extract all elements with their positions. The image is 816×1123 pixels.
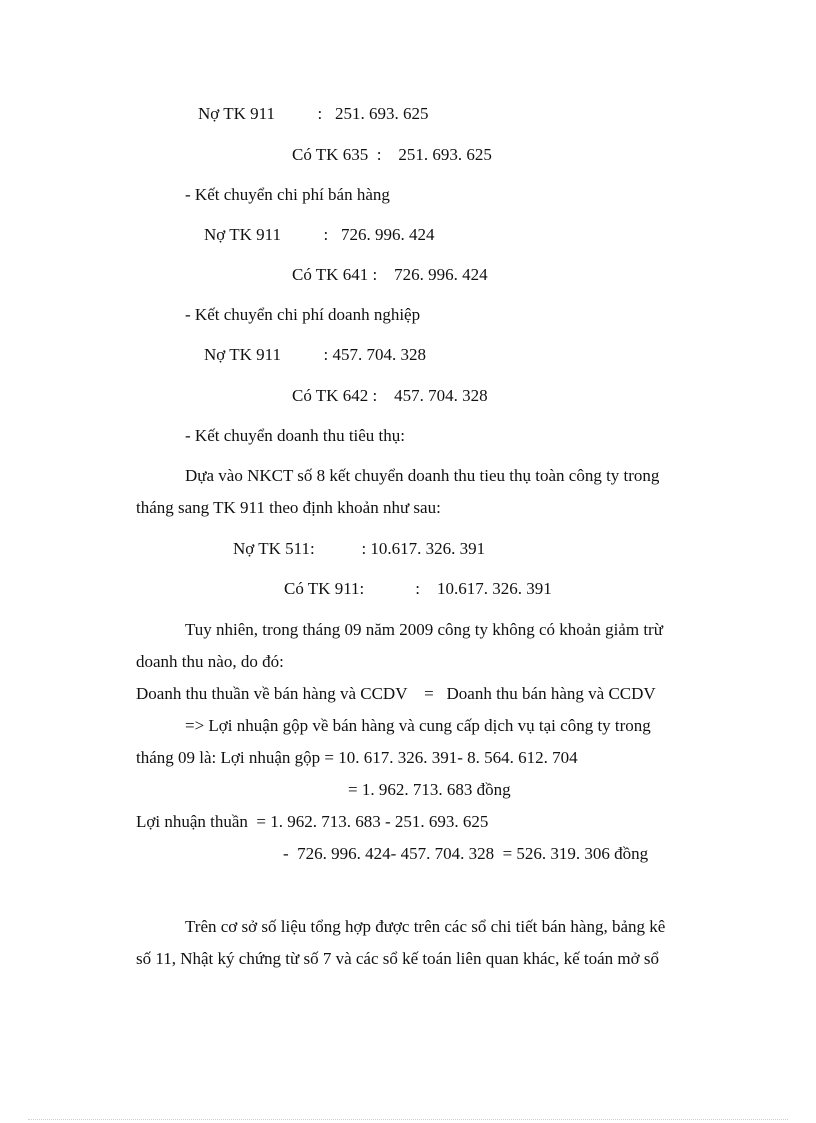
paragraph-no-deduction-line2: doanh thu nào, do đó:: [136, 652, 284, 671]
page-bottom-divider: [28, 1119, 788, 1120]
debit-entry-511: Nợ TK 511: : 10.617. 326. 391: [233, 539, 486, 558]
section-revenue: - Kết chuyển doanh thu tiêu thụ:: [185, 426, 406, 445]
section-admin-expense: - Kết chuyển chi phí doanh nghiệp: [185, 305, 421, 324]
credit-entry-641: Có TK 641 : 726. 996. 424: [292, 265, 488, 284]
credit-entry-911-revenue: Có TK 911: : 10.617. 326. 391: [284, 579, 552, 598]
net-profit-line2: - 726. 996. 424- 457. 704. 328 = 526. 319. 306 đồng: [283, 844, 649, 863]
paragraph-nkct-line2: tháng sang TK 911 theo định khoản như sau:: [136, 498, 441, 517]
closing-paragraph-line1: Trên cơ sở số liệu tổng hợp được trên các sổ chi tiết bán hàng, bảng kê: [185, 917, 666, 936]
credit-entry-642: Có TK 642 : 457. 704. 328: [292, 386, 488, 405]
credit-entry-635: Có TK 635 : 251. 693. 625: [292, 145, 492, 164]
debit-entry-911-admin: Nợ TK 911 : 457. 704. 328: [204, 345, 426, 364]
closing-paragraph-line2: số 11, Nhật ký chứng từ số 7 và các sổ kế toán liên quan khác, kế toán mở sổ: [136, 949, 659, 968]
gross-profit-result: = 1. 962. 713. 683 đồng: [348, 780, 511, 799]
net-revenue-equation: Doanh thu thuần về bán hàng và CCDV = Doanh thu bán hàng và CCDV: [136, 684, 656, 703]
paragraph-nkct-line1: Dựa vào NKCT số 8 kết chuyển doanh thu tieu thụ toàn công ty trong: [185, 466, 660, 485]
paragraph-no-deduction-line1: Tuy nhiên, trong tháng 09 năm 2009 công ty không có khoản giảm trừ: [185, 620, 663, 639]
gross-profit-line1: => Lợi nhuận gộp về bán hàng và cung cấp dịch vụ tại công ty trong: [185, 716, 651, 735]
debit-entry-911-selling: Nợ TK 911 : 726. 996. 424: [204, 225, 435, 244]
debit-entry-911-cogs: Nợ TK 911 : 251. 693. 625: [198, 104, 429, 123]
gross-profit-line2: tháng 09 là: Lợi nhuận gộp = 10. 617. 326. 391- 8. 564. 612. 704: [136, 748, 578, 767]
section-selling-expense: - Kết chuyển chi phí bán hàng: [185, 185, 390, 204]
net-profit-line1: Lợi nhuận thuần = 1. 962. 713. 683 - 251. 693. 625: [136, 812, 489, 831]
